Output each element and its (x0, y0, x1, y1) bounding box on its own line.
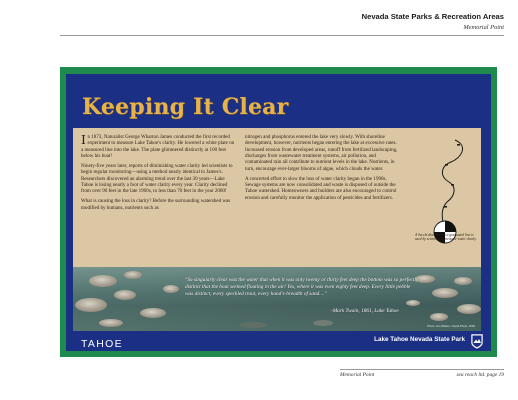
footer-rule (340, 369, 504, 370)
paragraph-text: n 1873, Naturalist George Wharton James conducted the first recorded experiment to measure Lake Tahoe's clarity. He lowered a white plate on a measured line into the lake. The plate glimmered distinctly at 100 feet below his boat! (81, 134, 235, 160)
photo-credit: Photo: Jan Walton / Aerial Photo, 2000 (427, 324, 475, 328)
twain-quote: "So singularly clear was the water that when it was only twenty or thirty feet deep the bottom was so perfectly distinct that the boat seemed floating in the air! Yes, where it was even eighty feet deep. Every little pebble was distinct, every speckled trout, every hand's-breadth of sand...." (185, 277, 419, 297)
sign-body (73, 128, 481, 267)
nevada-state-parks-shield-icon (470, 333, 484, 350)
tahoe-logo: TAHOE (81, 338, 123, 350)
document-subtitle: Memorial Point (463, 24, 504, 31)
footer-page-number: sea reach ltd. page 19 (456, 372, 504, 378)
paragraph: nitrogen and phosphorus entered the lake very slowly. With shoreline development, however, nutrients began entering the lake at excessive rates. Increased erosion from developed areas, runoff from fertilized landscaping, discharges from wastewater treatment systems, air pollution, and contaminated rain all contribute to nutrient levels in the lake. Nutrients, in turn, encourage ever-larger blooms of algae, which clouds the water. (245, 134, 398, 172)
sign-panel (66, 74, 491, 351)
sign-footer (66, 331, 491, 351)
interpretive-sign (60, 67, 497, 357)
header-rule (60, 35, 504, 36)
text-column-middle (245, 134, 401, 205)
footer-page-label: Memorial Point (340, 372, 375, 378)
lake-photo (73, 267, 481, 331)
disk-caption: A Secchi disc fixed to a graduated line is used by scientists to measure water clarity. (415, 233, 477, 242)
quote-attribution: -Mark Twain, 1861, Lake Tahoe (331, 308, 399, 314)
paragraph: What is causing the loss in clarity? Before the surrounding watershed was modified by humans, nutrients such as (81, 198, 231, 211)
paragraph: A concerted effort to slow the loss of water clarity began in the 1990s. Sewage systems are now consolidated and waste is disposed of outside the Tahoe watershed. Homeowners and builders are also encouraged to control erosion and carefully monitor the application of pesticides and fertilizers. (245, 175, 397, 201)
sign-title: Keeping It Clear (82, 94, 289, 120)
park-name: Lake Tahoe Nevada State Park (374, 336, 465, 343)
drop-cap: I (81, 132, 86, 147)
line-markers (444, 144, 460, 208)
text-column-left (81, 134, 237, 215)
paragraph: Ninety-five years later, reports of diminishing water clarity led scientists to begin regular monitoring—using a method nearly identical to James's. Researchers discovered an alarming trend over the last 30 years—Lake Tahoe is losing nearly a foot of water clarity every year. Clarity declined from over 90 feet in the late 1960s, to less than 70 feet in the year 2000! (81, 162, 233, 195)
paragraph (81, 134, 237, 159)
document-title: Nevada State Parks & Recreation Areas (361, 12, 504, 21)
